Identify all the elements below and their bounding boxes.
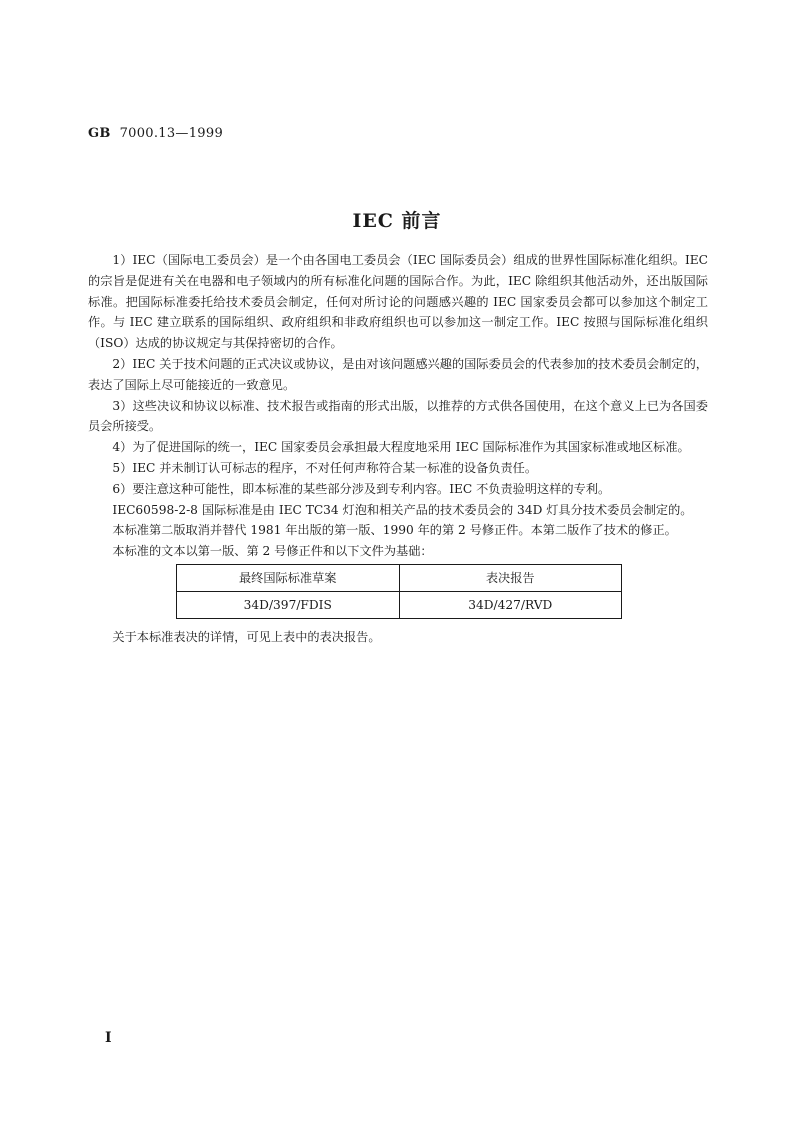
page-number: I [105, 1030, 112, 1046]
header-fdis: 最终国际标准草案 [177, 564, 400, 591]
cell-fdis: 34D/397/FDIS [177, 591, 400, 618]
standard-prefix: GB [88, 126, 111, 141]
paragraph-9: 本标准的文本以第一版、第 2 号修正件和以下文件为基础： [112, 544, 433, 559]
cell-rvd: 34D/427/RVD [399, 591, 622, 618]
paragraph-6: 6）要注意这种可能性，即本标准的某些部分涉及到专利内容。IEC 不负责验明这样的专利。 [112, 481, 611, 496]
paragraph-4: 4）为了促进国际的统一，IEC 国家委员会承担最大程度地采用 IEC 国际标准作为其国家标准或地区标准。 [112, 440, 690, 455]
paragraph-1: 1）IEC（国际电工委员会）是一个由各国电工委员会（IEC 国际委员会）组成的世界性国际标准化组织。IEC 的宗旨是促进有关在电器和电子领域内的所有标准化问题的国际合作。为此，IEC 除组织其他活动外，还出版国际标准。把国际标准委托给技术委员会制定，任何对所讨论的问题感兴趣的 IEC 国家委员会都可以参加这个制定工作。与 IEC 建立联系的国际组织、政府组织和非政府组织也可以参加这一制定工作。IEC 按照与国际标准化组织（ISO）达成的协议规定与其保持密切的合作。 [88, 253, 708, 351]
paragraph-7: IEC60598-2-8 国际标准是由 IEC TC34 灯泡和相关产品的技术委员会的 34D 灯具分技术委员会制定的。 [112, 502, 693, 517]
page-header [88, 126, 223, 141]
table-row [177, 591, 622, 618]
paragraph-5: 5）IEC 并未制订认可标志的程序，不对任何声称符合某一标准的设备负责任。 [112, 460, 538, 475]
table-header-row [177, 564, 622, 591]
standard-number: 7000.13—1999 [119, 126, 224, 141]
foreword-body [88, 250, 708, 648]
paragraph-2: 2）IEC 关于技术问题的正式决议或协议，是由对该问题感兴趣的国际委员会的代表参加的技术委员会制定的，表达了国际上尽可能接近的一致意见。 [88, 356, 708, 392]
paragraph-8: 本标准第二版取消并替代 1981 年出版的第一版、1990 年的第 2 号修正件。本第二版作了技术的修正。 [112, 523, 677, 538]
page-title: IEC 前言 [352, 210, 442, 232]
header-rvd: 表决报告 [399, 564, 622, 591]
closing-paragraph: 关于本标准表决的详情，可见上表中的表决报告。 [112, 629, 381, 644]
ballot-table [176, 564, 622, 619]
paragraph-3: 3）这些决议和协议以标准、技术报告或指南的形式出版，以推荐的方式供各国使用，在这个意义上已为各国委员会所接受。 [88, 398, 708, 434]
